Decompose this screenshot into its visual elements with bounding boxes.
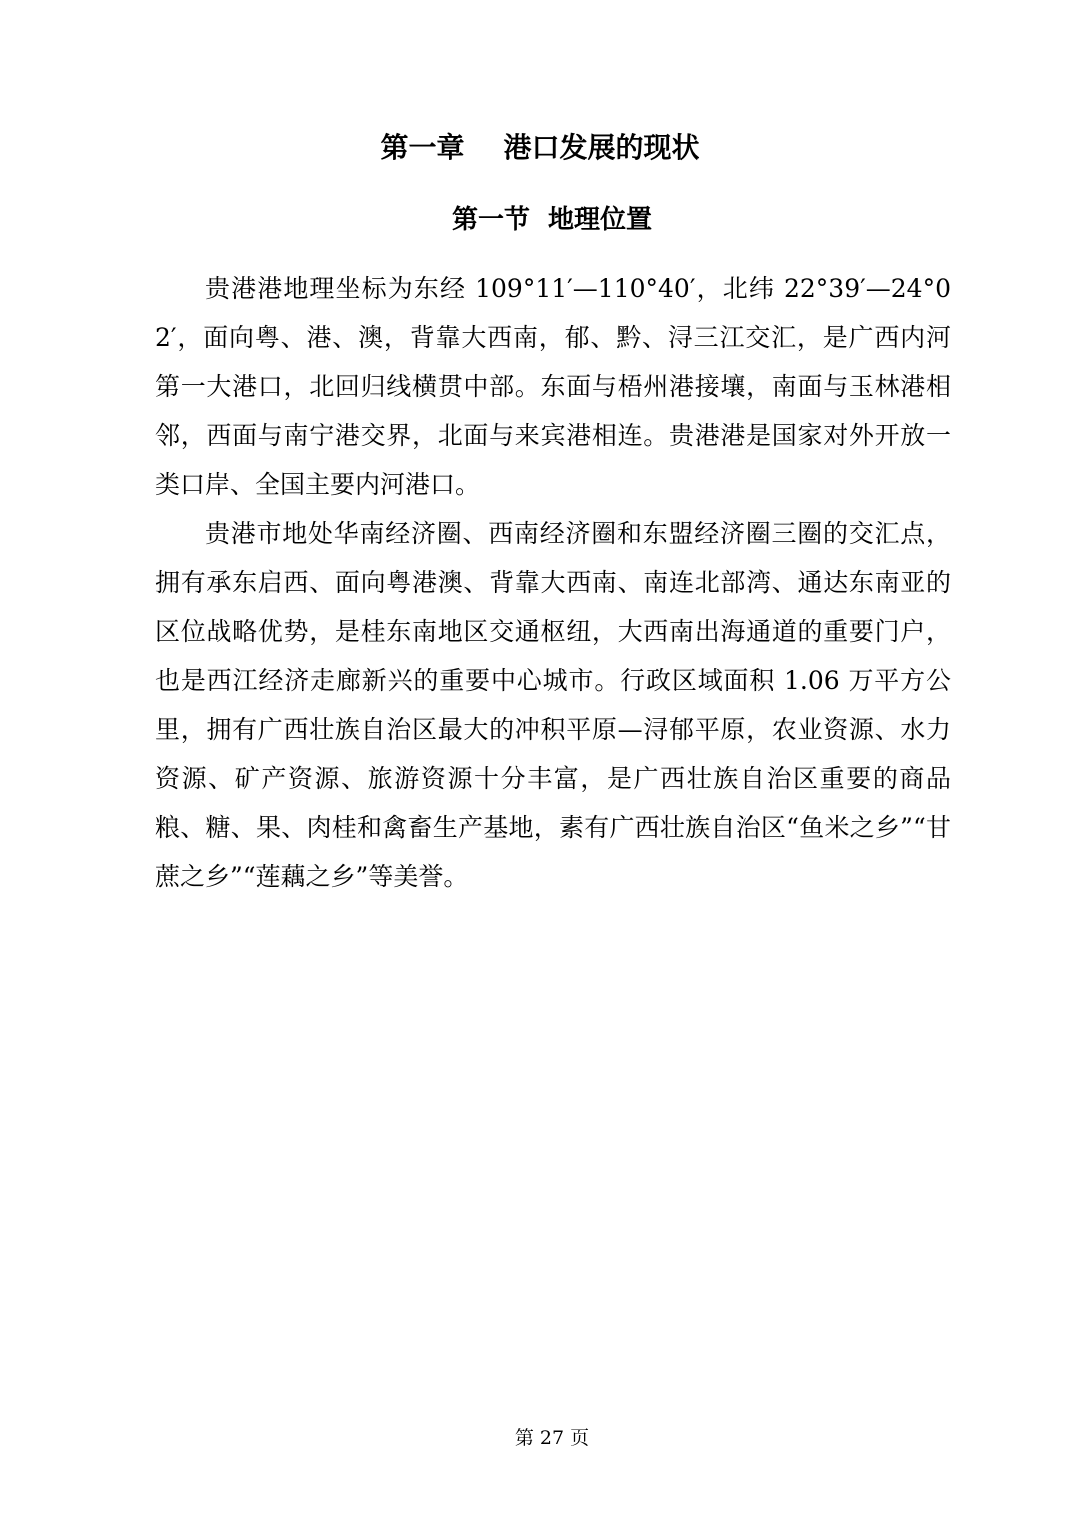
chapter-title: 第一章 港口发展的现状 [380, 131, 700, 164]
paragraph-geographic-coordinates: 贵港港地理坐标为东经 109°11′—110°40′，北纬 22°39′—24°02′，面向粤、港、澳，背靠大西南，郁、黔、浔三江交汇，是广西内河第一大港口，北回归线横贯中部。东面与梧州港接壤，南面与玉林港相邻，西面与南宁港交界，北面与来宾港相连。贵港港是国家对外开放一类口岸、全国主要内河港口。 [155, 274, 951, 499]
section-title: 第一节 地理位置 [451, 205, 653, 235]
page-number: 第 27 页 [514, 1427, 590, 1449]
body-text [155, 264, 951, 901]
paragraph-city-overview: 贵港市地处华南经济圈、西南经济圈和东盟经济圈三圈的交汇点，拥有承东启西、面向粤港澳、背靠大西南、南连北部湾、通达东南亚的区位战略优势，是桂东南地区交通枢纽，大西南出海通道的重要门户，也是西江经济走廊新兴的重要中心城市。行政区域面积 1.06 万平方公里，拥有广西壮族自治区最大的冲积平原—浔郁平原，农业资源、水力资源、矿产资源、旅游资源十分丰富，是广西壮族自治区重要的商品粮、糖、果、肉桂和禽畜生产基地，素有广西壮族自治区“鱼米之乡”“甘蔗之乡”“莲藕之乡”等美誉。 [155, 519, 951, 891]
